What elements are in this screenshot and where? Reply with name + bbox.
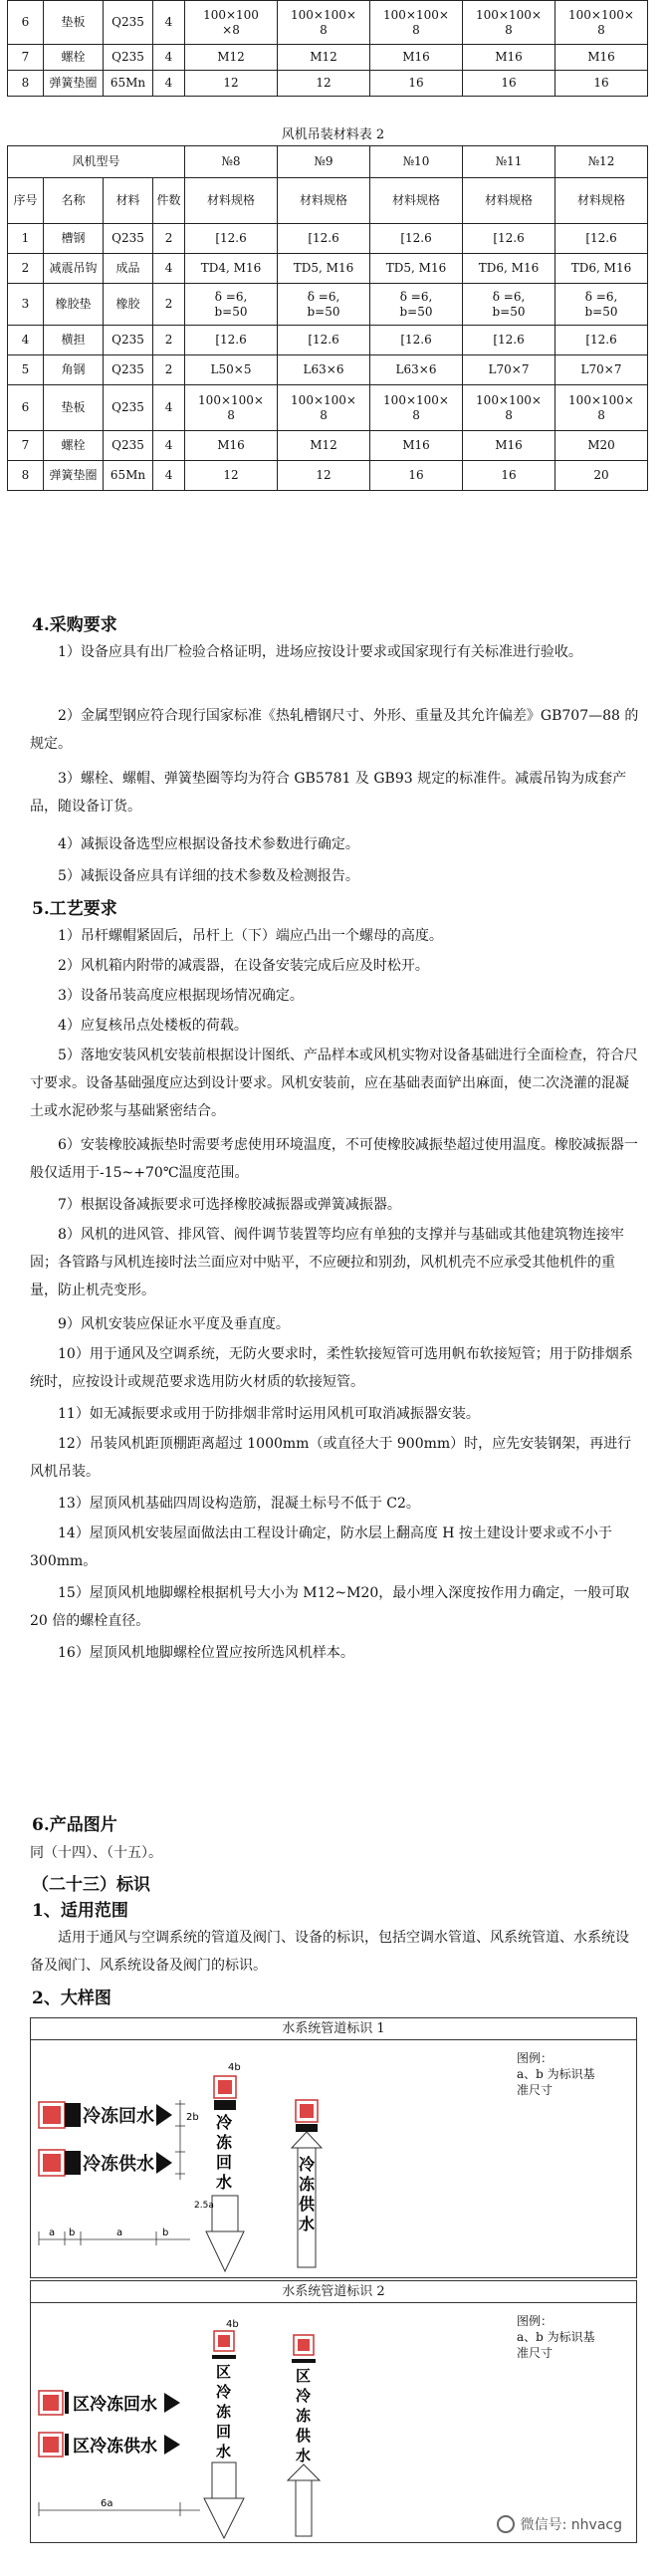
cell-spec: L50×5 (185, 355, 278, 385)
sec5-item: 15）屋顶风机地脚螺栓根据机号大小为 M12~M20，最小埋入深度按作用力确定，一般可取 20 倍的螺栓直径。 (30, 1585, 630, 1629)
cell-material: Q235 (104, 45, 153, 71)
cell-name: 弹簧垫圈 (44, 71, 104, 97)
sec5-item: 1）吊杆螺帽紧固后，吊杆上（下）端应凸出一个螺母的高度。 (58, 928, 443, 944)
model-label: 风机型号 (8, 146, 185, 178)
cell-spec: [12.6 (370, 224, 463, 254)
cell-spec: 20 (555, 461, 648, 491)
header-qty: 件数 (153, 178, 185, 224)
cell-spec: [12.6 (463, 224, 555, 254)
cell-spec: 100×100× 8 (370, 1, 463, 45)
table-row (8, 461, 648, 491)
svg-text:水: 水 (296, 2447, 312, 2464)
cell-no: 5 (8, 355, 44, 385)
sec6-body: 同（十四）、（十五）。 (30, 1845, 162, 1861)
sec4-item-1: 1）设备应具有出厂检验合格证明，进场应按设计要求或国家现行有关标准进行验收。 (58, 644, 582, 660)
sec5-item: 13）屋顶风机基础四周设构造筋，混凝土标号不低于 C2。 (58, 1496, 420, 1512)
svg-text:冻: 冻 (216, 2403, 232, 2421)
cell-spec: TD6, M16 (555, 254, 648, 284)
cell-name: 螺栓 (44, 431, 104, 461)
cell-qty: 4 (153, 461, 185, 491)
sec5-item: 11）如无减振要求或用于防排烟非常时运用风机可取消减振器安装。 (58, 1406, 480, 1422)
cell-spec: M16 (370, 45, 463, 71)
table-caption: 风机吊装材料表 2 (281, 127, 385, 142)
cell-qty: 4 (153, 45, 185, 71)
diagram-1-legend: 图例： a、b 为标识基 准尺寸 (517, 2051, 595, 2097)
cell-qty: 2 (153, 224, 185, 254)
header-spec: 材料规格 (278, 178, 370, 224)
svg-text:冻: 冻 (296, 2407, 312, 2425)
section-6-title: 6.产品图片 (32, 1815, 117, 1835)
model-cell: №10 (370, 146, 463, 178)
sec5-item: 2）风机箱内附带的减震器，在设备安装完成后应及时松开。 (58, 958, 429, 974)
horizontal-supply-label (39, 2150, 172, 2176)
cell-qty: 4 (153, 385, 185, 431)
svg-text:区冷冻回水: 区冷冻回水 (73, 2395, 157, 2415)
horizontal-return-label-2 (39, 2391, 180, 2415)
vertical-supply-label (292, 2100, 322, 2267)
cell-material: Q235 (104, 224, 153, 254)
table-row (8, 385, 648, 431)
sec4-item-3: 3）螺栓、螺帽、弹簧垫圈等均为符合 GB5781 及 GB93 规定的标准件。减震吊钩为成套产品，随设备订货。 (30, 771, 627, 815)
cell-spec: 16 (370, 461, 463, 491)
diagram-2-title: 水系统管道标识 2 (31, 2281, 636, 2303)
cell-no: 2 (8, 254, 44, 284)
svg-text:回: 回 (216, 2153, 233, 2172)
cell-no: 6 (8, 385, 44, 431)
cell-spec: δ =6, b=50 (555, 284, 648, 326)
cell-material: 成品 (104, 254, 153, 284)
cell-name: 螺栓 (44, 45, 104, 71)
cell-spec: [12.6 (278, 224, 370, 254)
cell-no: 8 (8, 461, 44, 491)
cell-spec: 12 (278, 71, 370, 97)
cell-material: Q235 (104, 355, 153, 385)
svg-text:回: 回 (216, 2423, 232, 2441)
materials-table-continued (7, 0, 648, 97)
svg-text:冷: 冷 (299, 2155, 316, 2174)
cell-material: 65Mn (104, 71, 153, 97)
header-spec: 材料规格 (463, 178, 555, 224)
cell-spec: L70×7 (463, 355, 555, 385)
svg-text:2b: 2b (186, 2112, 199, 2123)
cell-spec: 100×100× 8 (278, 1, 370, 45)
svg-text:供: 供 (296, 2427, 312, 2445)
svg-text:冷: 冷 (216, 2383, 232, 2401)
section-4-title: 4.采购要求 (32, 615, 117, 635)
cell-no: 4 (8, 326, 44, 355)
vertical-return-label (194, 2062, 244, 2271)
cell-spec: δ =6, b=50 (463, 284, 555, 326)
sec5-item: 7）根据设备减振要求可选择橡胶减振器或弹簧减振器。 (58, 1197, 401, 1213)
cell-spec: M16 (463, 45, 555, 71)
svg-text:b: b (162, 2227, 169, 2238)
sec4-item-5: 5）减振设备应具有详细的技术参数及检测报告。 (58, 868, 359, 884)
watermark: 微信号: nhvacg (497, 2514, 622, 2534)
cell-name: 槽钢 (44, 224, 104, 254)
cell-spec: 100×100× 8 (370, 385, 463, 431)
materials-table-2 (7, 145, 648, 491)
vertical-supply-label-2 (288, 2335, 320, 2536)
header-spec: 材料规格 (185, 178, 278, 224)
cell-spec: TD5, M16 (278, 254, 370, 284)
svg-text:a: a (116, 2227, 123, 2238)
cell-material: 65Mn (104, 461, 153, 491)
cell-spec: M16 (463, 431, 555, 461)
sec5-item: 9）风机安装应保证水平度及垂直度。 (58, 1316, 290, 1332)
cell-spec: [12.6 (185, 224, 278, 254)
cell-spec: 100×100× 8 (555, 385, 648, 431)
svg-text:冷冻回水: 冷冻回水 (83, 2106, 154, 2127)
sec5-item: 5）落地安装风机安装前根据设计图纸、产品样本或风机实物对设备基础进行全面检查，符合尺寸要求。设备基础强度应达到设计要求。风机安装前，应在基础表面铲出麻面，使二次浇灌的混凝土或水泥砂浆与基础紧密结合。 (30, 1048, 638, 1119)
cell-spec: 100×100 ×8 (185, 1, 278, 45)
svg-text:区冷冻供水: 区冷冻供水 (73, 2437, 157, 2457)
svg-text:2.5a: 2.5a (194, 2201, 214, 2211)
sec5-item: 12）吊装风机距顶棚距离超过 1000mm（或直径大于 900mm）时，应先安装钢架，再进行风机吊装。 (30, 1436, 632, 1480)
cell-no: 6 (8, 1, 44, 45)
cell-spec: M16 (185, 431, 278, 461)
cell-spec: δ =6, b=50 (370, 284, 463, 326)
cell-material: Q235 (104, 431, 153, 461)
cell-spec: 16 (370, 71, 463, 97)
table-row (8, 71, 648, 97)
header-spec: 材料规格 (555, 178, 648, 224)
model-cell: №12 (555, 146, 648, 178)
cell-spec: 12 (185, 71, 278, 97)
cell-qty: 2 (153, 355, 185, 385)
sec5-item: 8）风机的进风管、排风管、阀件调节装置等均应有单独的支撑并与基础或其他建筑物连接牢固；各管路与风机连接时法兰面应对中贴平，不应硬拉和别劲，风机机壳不应承受其他机件的重量，防止机壳变形。 (30, 1227, 624, 1298)
sec5-item: 14）屋顶风机安装屋面做法由工程设计确定，防水层上翻高度 H 按土建设计要求或不小于 300mm。 (30, 1525, 612, 1569)
svg-text:供: 供 (299, 2195, 316, 2214)
cell-name: 弹簧垫圈 (44, 461, 104, 491)
cell-spec: L63×6 (370, 355, 463, 385)
cell-spec: 100×100× 8 (463, 1, 555, 45)
svg-text:6a: 6a (101, 2498, 113, 2509)
table-row (8, 254, 648, 284)
cell-spec: δ =6, b=50 (278, 284, 370, 326)
dimension-lines-2 (39, 2502, 200, 2516)
table-header-columns (8, 178, 648, 224)
horizontal-supply-label-2 (39, 2433, 180, 2457)
svg-text:冷: 冷 (216, 2113, 233, 2132)
table-header-models (8, 146, 648, 178)
sub-1-title: 1、适用范围 (32, 1901, 128, 1921)
cell-name: 减震吊钩 (44, 254, 104, 284)
svg-text:水: 水 (216, 2173, 233, 2192)
cell-name: 横担 (44, 326, 104, 355)
svg-text:水: 水 (299, 2215, 316, 2233)
vertical-return-label-2 (204, 2319, 244, 2538)
sub-2-title: 2、大样图 (32, 1989, 111, 2008)
cell-spec: M12 (185, 45, 278, 71)
model-cell: №8 (185, 146, 278, 178)
cell-spec: 100×100× 8 (185, 385, 278, 431)
sec4-item-2: 2）金属型钢应符合现行国家标准《热轧槽钢尺寸、外形、重量及其允许偏差》GB707—88 的规定。 (30, 708, 639, 752)
diagram-2-legend: 图例： a、b 为标识基 准尺寸 (517, 2314, 595, 2360)
horizontal-return-label (39, 2102, 172, 2128)
cell-name: 垫板 (44, 1, 104, 45)
cell-no: 7 (8, 45, 44, 71)
cell-spec: M16 (555, 45, 648, 71)
svg-text:冷冻供水: 冷冻供水 (83, 2154, 154, 2175)
cell-spec: 16 (555, 71, 648, 97)
svg-text:4b: 4b (228, 2062, 241, 2073)
svg-text:区: 区 (296, 2367, 312, 2385)
cell-qty: 2 (153, 326, 185, 355)
svg-text:b: b (69, 2227, 76, 2238)
cell-material: Q235 (104, 326, 153, 355)
diagram-water-pipe-2 (30, 2280, 637, 2543)
table-row (8, 1, 648, 45)
table-row (8, 224, 648, 254)
cell-spec: L70×7 (555, 355, 648, 385)
cell-spec: M16 (370, 431, 463, 461)
svg-text:水: 水 (216, 2443, 232, 2460)
table-row (8, 355, 648, 385)
cell-spec: M12 (278, 45, 370, 71)
cell-qty: 4 (153, 431, 185, 461)
cell-spec: TD5, M16 (370, 254, 463, 284)
cell-qty: 4 (153, 1, 185, 45)
diagram-1-title: 水系统管道标识 1 (31, 2018, 636, 2040)
sec5-item: 10）用于通风及空调系统，无防火要求时，柔性软接短管可选用帆布软接短管；用于防排烟系统时，应按设计或规范要求选用防火材质的软接短管。 (30, 1346, 633, 1390)
cell-material: Q235 (104, 385, 153, 431)
cell-material: 橡胶 (104, 284, 153, 326)
svg-text:4b: 4b (226, 2319, 239, 2330)
cell-spec: M12 (278, 431, 370, 461)
cell-no: 1 (8, 224, 44, 254)
cell-spec: 12 (185, 461, 278, 491)
sec4-item-4: 4）减振设备选型应根据设备技术参数进行确定。 (58, 836, 359, 852)
cell-spec: [12.6 (370, 326, 463, 355)
diagram-water-pipe-1 (30, 2017, 637, 2278)
table-row (8, 45, 648, 71)
svg-text:冷: 冷 (296, 2387, 312, 2405)
model-cell: №9 (278, 146, 370, 178)
cell-spec: 12 (278, 461, 370, 491)
cell-spec: M20 (555, 431, 648, 461)
cell-spec: TD6, M16 (463, 254, 555, 284)
model-cell: №11 (463, 146, 555, 178)
cell-name: 垫板 (44, 385, 104, 431)
header-name: 名称 (44, 178, 104, 224)
header-material: 材料 (104, 178, 153, 224)
cell-spec: [12.6 (185, 326, 278, 355)
cell-spec: 16 (463, 71, 555, 97)
sub-1-body: 适用于通风与空调系统的管道及阀门、设备的标识，包括空调水管道、风系统管道、水系统设备及阀门、风系统设备及阀门的标识。 (30, 1930, 629, 1974)
table-row (8, 431, 648, 461)
cell-qty: 4 (153, 254, 185, 284)
sec5-item: 4）应复核吊点处楼板的荷载。 (58, 1018, 248, 1034)
cell-qty: 2 (153, 284, 185, 326)
cell-spec: [12.6 (463, 326, 555, 355)
table-row (8, 284, 648, 326)
cell-spec: 100×100× 8 (555, 1, 648, 45)
sec5-item: 16）屋顶风机地脚螺栓位置应按所选风机样本。 (58, 1645, 354, 1661)
sec5-item: 3）设备吊装高度应根据现场情况确定。 (58, 988, 304, 1004)
cell-spec: δ =6, b=50 (185, 284, 278, 326)
cell-name: 橡胶垫 (44, 284, 104, 326)
cell-qty: 4 (153, 71, 185, 97)
cell-material: Q235 (104, 1, 153, 45)
cell-spec: [12.6 (555, 326, 648, 355)
cell-spec: L63×6 (278, 355, 370, 385)
svg-text:区: 区 (216, 2363, 232, 2381)
cell-spec: 100×100× 8 (463, 385, 555, 431)
sec5-item: 6）安装橡胶减振垫时需要考虑使用环境温度，不可使橡胶减振垫超过使用温度。橡胶减振器一般仅适用于-15~+70℃温度范围。 (30, 1137, 638, 1181)
cell-no: 8 (8, 71, 44, 97)
svg-text:冻: 冻 (216, 2133, 233, 2152)
cell-no: 7 (8, 431, 44, 461)
cell-spec: [12.6 (278, 326, 370, 355)
svg-text:a: a (49, 2227, 56, 2238)
header-spec: 材料规格 (370, 178, 463, 224)
header-no: 序号 (8, 178, 44, 224)
wechat-icon (497, 2515, 515, 2533)
cell-spec: TD4, M16 (185, 254, 278, 284)
table-row (8, 326, 648, 355)
cell-name: 角钢 (44, 355, 104, 385)
cell-spec: [12.6 (555, 224, 648, 254)
section-5-title: 5.工艺要求 (32, 899, 117, 919)
section-23-title: （二十三）标识 (32, 1875, 150, 1895)
cell-spec: 100×100× 8 (278, 385, 370, 431)
cell-no: 3 (8, 284, 44, 326)
svg-text:冻: 冻 (299, 2175, 316, 2194)
cell-spec: 16 (463, 461, 555, 491)
